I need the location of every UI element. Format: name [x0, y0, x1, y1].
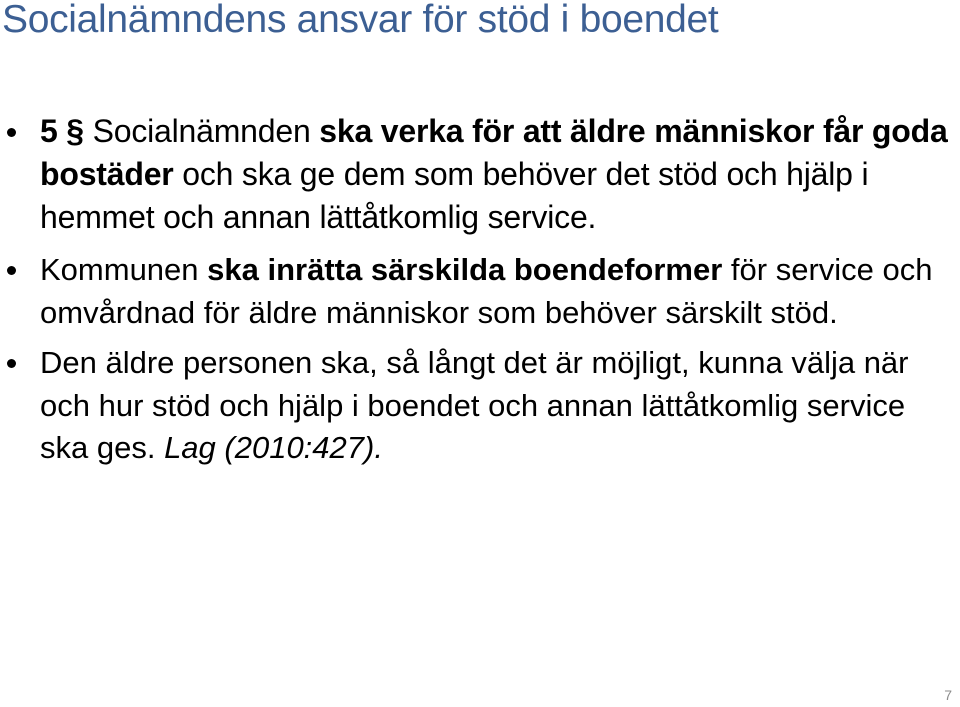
slide-title: Socialnämndens ansvar för stöd i boendet: [2, 0, 719, 41]
text-segment: ska verka för att äldre: [319, 113, 646, 149]
text-segment: för service och omvårdnad för äldre människor som behöver särskilt stöd.: [40, 252, 933, 330]
law-reference: Lag (2010:427).: [164, 430, 383, 465]
bullet-text-1: [40, 110, 950, 239]
bullet-item-1: [0, 110, 950, 239]
bullet-text-2: [40, 249, 950, 334]
bullet-item-2: [0, 249, 950, 334]
text-segment: Den äldre personen ska, så långt det är möjligt, kunna välja när och hur stöd och hjälp i boendet och annan lättåtkomlig service ska ges.: [40, 345, 909, 465]
text-segment: människor får goda bostäder: [40, 113, 948, 192]
text-segment: och ska ge dem som behöver det stöd och hjälp i hemmet och annan lättåtkomlig service.: [40, 156, 869, 235]
bullet-list: [0, 110, 950, 470]
text-segment: Socialnämnden: [92, 113, 320, 149]
bullet-text-3: [40, 342, 950, 470]
text-segment: ska inrätta särskilda boendeformer: [207, 252, 723, 287]
text-segment: Kommunen: [40, 252, 208, 287]
bullet-dot-icon: [7, 359, 16, 368]
page-number: 7: [944, 687, 952, 703]
bullet-dot-icon: [7, 128, 16, 137]
bullet-dot-icon: [7, 266, 16, 275]
bullet-item-3: [0, 342, 950, 470]
text-segment: [646, 113, 655, 149]
text-segment: 5 §: [40, 113, 93, 149]
